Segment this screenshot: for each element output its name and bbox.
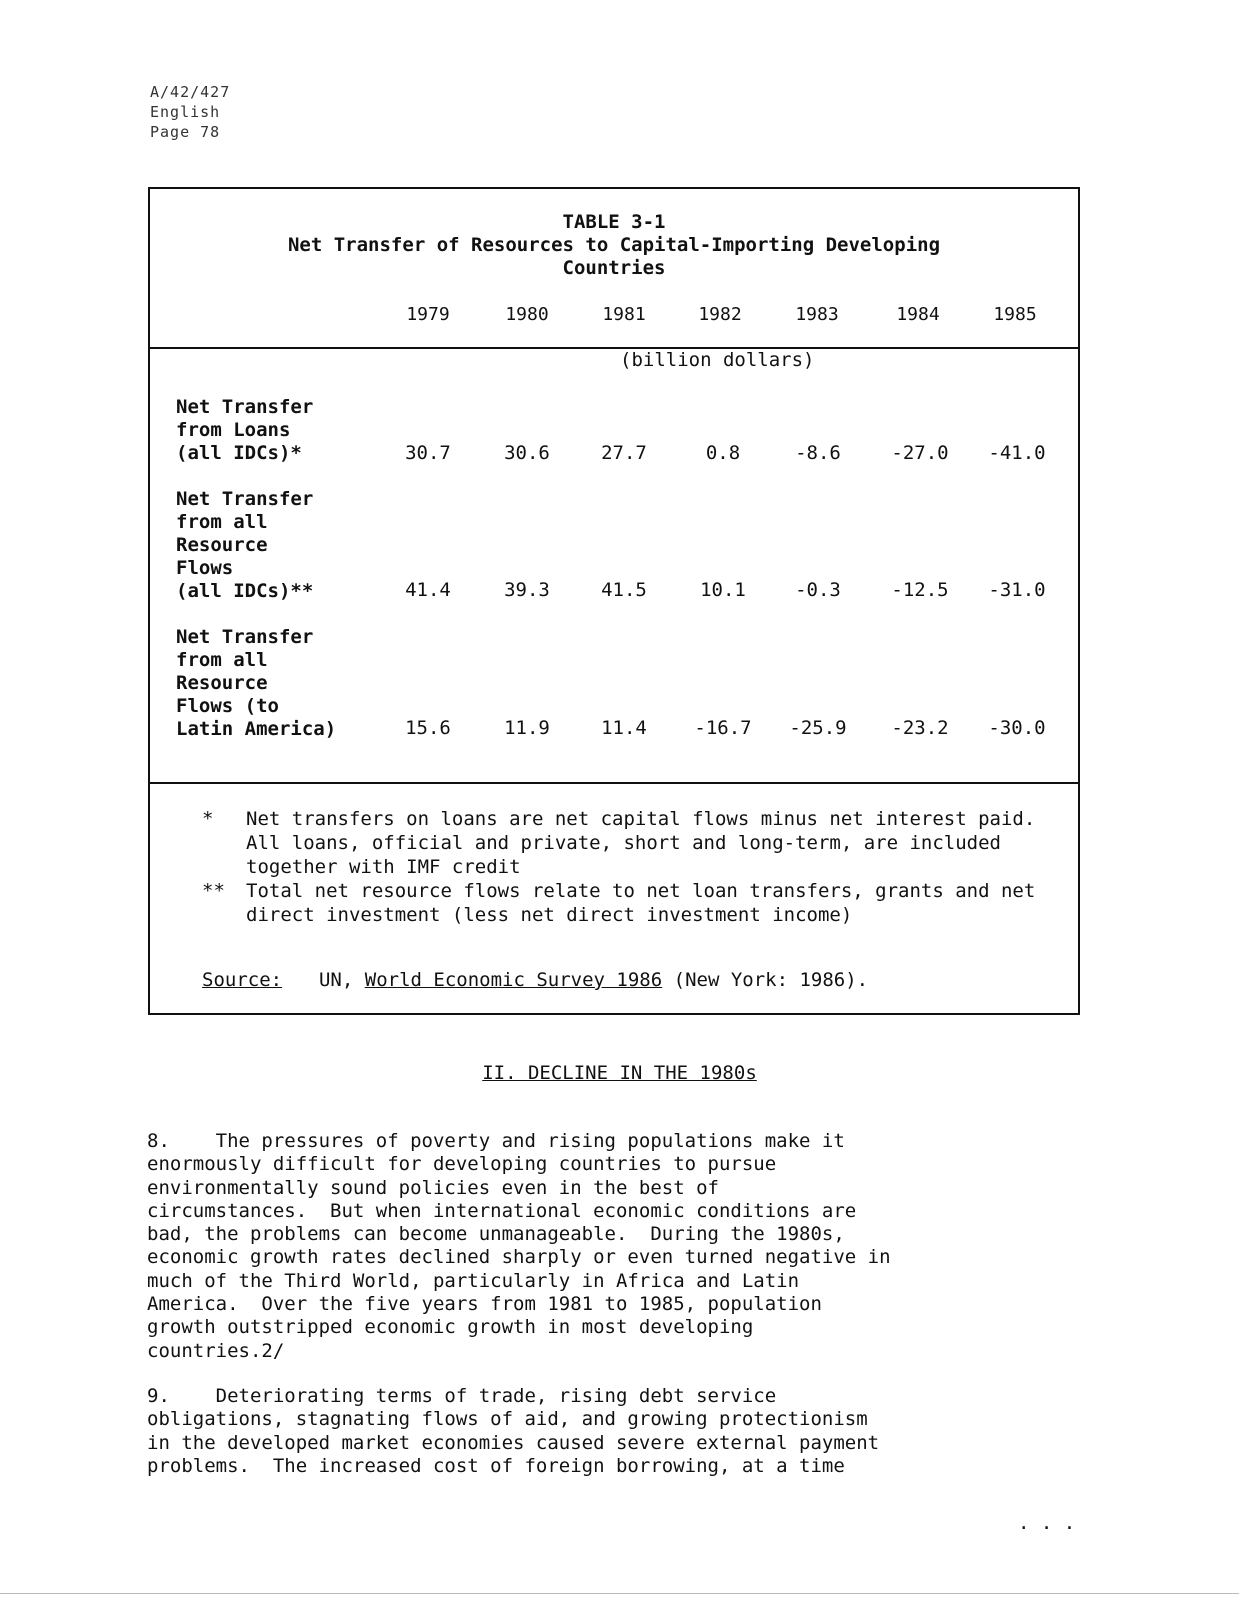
table-cell: 15.6 [405, 717, 451, 739]
footnote [202, 879, 1062, 927]
footnote-rule [150, 782, 1078, 784]
table-cell: -25.9 [789, 717, 847, 739]
table-cell: 41.4 [405, 579, 451, 601]
table-cell: -27.0 [891, 442, 949, 464]
row-label-all-flows: Net Transfer from all Resource Flows (all IDCs)** [176, 488, 314, 602]
row-label-loans: Net Transfer from Loans (all IDCs)* [176, 396, 314, 464]
document-symbol: A/42/427 [150, 83, 231, 101]
table-cell: 41.5 [601, 579, 647, 601]
table-cell: -30.0 [988, 717, 1046, 739]
document-header [150, 82, 230, 142]
table-cell: 0.8 [705, 442, 741, 464]
table-label: TABLE 3-1 [562, 211, 666, 233]
source-suffix: (New York: 1986). [673, 969, 869, 991]
paragraph-8: 8. The pressures of poverty and rising populations make it enormously difficult for developing countries to pursue environmentally sound policies even in the best of circumstances. But when international economic conditions are bad, the problems can become unmanageable. During the 1980s, economic growth rates declined sharply or even turned negative in much of the Third World, particularly in Africa and Latin America. Over the five years from 1981 to 1985, population growth outstripped economic growth in most developing countries.2/ [147, 1130, 891, 1362]
column-header-1979: 1979 [406, 304, 450, 325]
page-bottom-rule [0, 1593, 1239, 1594]
document-language: English [150, 103, 221, 121]
table-cell: 30.7 [405, 442, 451, 464]
column-header-1983: 1983 [795, 304, 839, 325]
section-heading-text: II. DECLINE IN THE 1980s [482, 1062, 757, 1084]
header-rule [150, 347, 1078, 349]
footnote-text: Net transfers on loans are net capital flows minus net interest paid. All loans, official and private, short and long-term, are included together with IMF credit [246, 808, 1036, 878]
table-cell: -41.0 [988, 442, 1046, 464]
page-number: Page 78 [150, 123, 221, 141]
table-cell: -31.0 [988, 579, 1046, 601]
source-label: Source: [202, 969, 283, 991]
table-source [202, 969, 868, 991]
footnote-text: Total net resource flows relate to net loan transfers, grants and net direct investment (less net direct investment income) [246, 880, 1036, 926]
table-cell: -0.3 [795, 579, 841, 601]
units-label: (billion dollars) [620, 349, 815, 371]
column-header-1984: 1984 [896, 304, 940, 325]
section-heading [0, 1062, 1239, 1084]
row-label-latin-america: Net Transfer from all Resource Flows (to Latin America) [176, 626, 337, 740]
column-header-1982: 1982 [698, 304, 742, 325]
column-header-1981: 1981 [602, 304, 646, 325]
table-cell: 30.6 [504, 442, 550, 464]
table-title-cont: Countries [562, 257, 666, 279]
data-table [148, 187, 1080, 1015]
continuation-marker: . . . [1018, 1512, 1076, 1534]
footnote-marker: * [202, 808, 214, 830]
table-cell: -8.6 [795, 442, 841, 464]
source-prefix: UN, [318, 969, 354, 991]
table-cell: -12.5 [891, 579, 949, 601]
table-footnotes [202, 807, 1062, 927]
table-cell: 39.3 [504, 579, 550, 601]
column-header-1980: 1980 [505, 304, 549, 325]
paragraph-9: 9. Deteriorating terms of trade, rising debt service obligations, stagnating flows of aid, and growing protectionism in the developed market economies caused severe external payment problems. The increased cost of foreign borrowing, at a time [147, 1385, 880, 1477]
table-cell: 27.7 [601, 442, 647, 464]
footnote-marker: ** [202, 880, 225, 902]
source-title: World Economic Survey 1986 [364, 969, 663, 991]
footnote [202, 807, 1062, 879]
table-title: Net Transfer of Resources to Capital-Importing Developing [287, 234, 941, 256]
table-cell: -16.7 [694, 717, 752, 739]
table-cell: 10.1 [700, 579, 746, 601]
column-header-1985: 1985 [993, 304, 1037, 325]
table-cell: 11.4 [601, 717, 647, 739]
table-cell: 11.9 [504, 717, 550, 739]
table-cell: -23.2 [891, 717, 949, 739]
